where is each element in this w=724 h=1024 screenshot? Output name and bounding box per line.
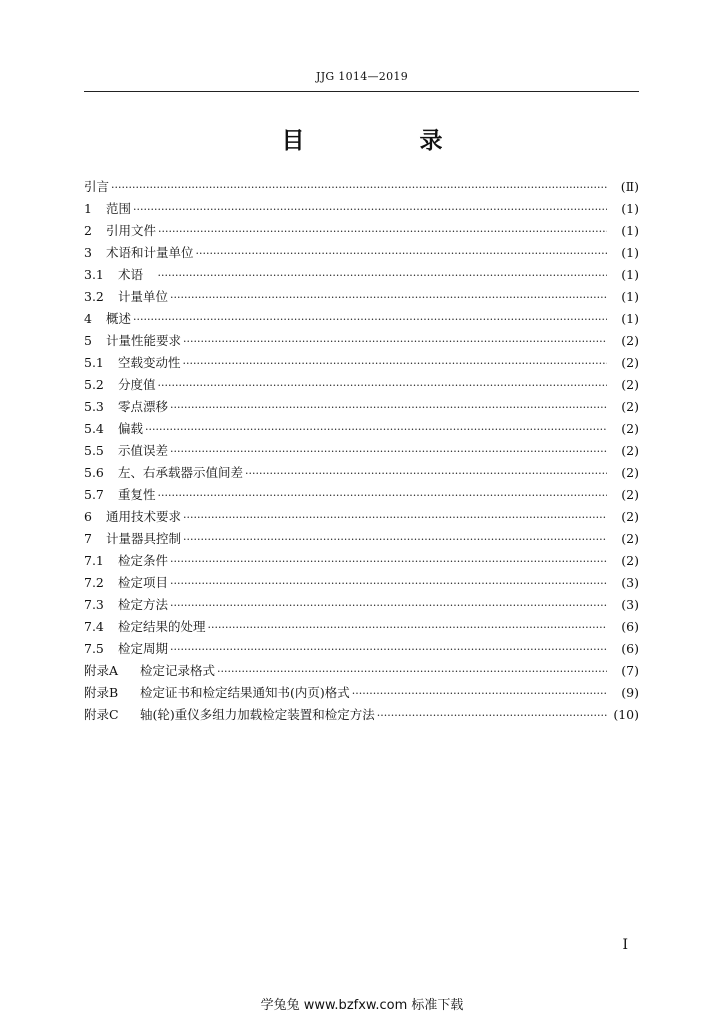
toc-entry-page: (1) <box>621 245 639 260</box>
toc-entry[interactable] <box>84 198 639 220</box>
toc-entry-number: 附录A <box>84 663 119 678</box>
toc-entry-number: 7 <box>84 531 92 546</box>
toc-entry-page: (3) <box>621 575 639 590</box>
toc-entry-title: 分度值 <box>118 377 156 392</box>
toc-entry-number: 3.2 <box>84 289 104 304</box>
toc-entry[interactable] <box>84 506 639 528</box>
toc-entry-title: 检定证书和检定结果通知书(内页)格式 <box>140 685 350 700</box>
toc-entry-page: (1) <box>621 267 639 282</box>
document-code-header: JJG 1014—2019 <box>316 70 408 83</box>
toc-entry-number: 7.4 <box>84 619 104 634</box>
toc-leader-dots <box>158 485 607 507</box>
toc-entry-page: (Ⅱ) <box>620 179 639 194</box>
toc-entry[interactable] <box>84 264 639 286</box>
toc-leader-dots <box>217 661 607 683</box>
toc-entry-number: 6 <box>84 509 92 524</box>
toc-entry-title: 通用技术要求 <box>106 509 182 524</box>
toc-entry[interactable] <box>84 330 639 352</box>
toc-entry-number: 2 <box>84 223 92 238</box>
toc-entry[interactable] <box>84 660 639 682</box>
toc-entry-page: (2) <box>621 355 639 370</box>
toc-entry-title: 轴(轮)重仪多组力加载检定装置和检定方法 <box>140 707 375 722</box>
toc-leader-dots <box>170 573 607 595</box>
toc-entry-page: (2) <box>621 377 639 392</box>
toc-entry-title: 引言 <box>84 179 110 194</box>
toc-entry[interactable] <box>84 594 639 616</box>
toc-entry-page: (2) <box>621 487 639 502</box>
toc-entry-title: 检定项目 <box>118 575 169 590</box>
toc-entry-page: (7) <box>621 663 639 678</box>
toc-entry-number: 3 <box>84 245 92 260</box>
toc-entry[interactable] <box>84 616 639 638</box>
toc-entry[interactable] <box>84 572 639 594</box>
toc-entry-page: (9) <box>621 685 639 700</box>
toc-leader-dots <box>133 309 607 331</box>
toc-entry-page: (1) <box>621 223 639 238</box>
toc-entry-page: (1) <box>621 289 639 304</box>
toc-entry-title: 计量器具控制 <box>106 531 182 546</box>
toc-leader-dots <box>170 551 607 573</box>
toc-leader-dots <box>245 463 607 485</box>
toc-leader-dots <box>133 199 607 221</box>
toc-entry-number: 7.5 <box>84 641 104 656</box>
toc-entry-title: 术语和计量单位 <box>106 245 194 260</box>
toc-entry-page: (6) <box>621 641 639 656</box>
toc-entry-title: 引用文件 <box>106 223 157 238</box>
toc-entry[interactable] <box>84 484 639 506</box>
toc-entry[interactable] <box>84 682 639 704</box>
toc-entry[interactable] <box>84 550 639 572</box>
toc-entry-page: (2) <box>621 333 639 348</box>
toc-leader-dots <box>196 243 607 265</box>
toc-leader-dots <box>111 177 607 199</box>
toc-entry[interactable] <box>84 286 639 308</box>
toc-entry-number: 5 <box>84 333 92 348</box>
toc-entry-title: 概述 <box>106 311 132 326</box>
toc-entry-number: 5.1 <box>84 355 104 370</box>
toc-leader-dots <box>170 287 607 309</box>
toc-entry-title: 重复性 <box>118 487 156 502</box>
toc-entry-page: (10) <box>613 707 639 722</box>
toc-entry-page: (2) <box>621 553 639 568</box>
toc-leader-dots <box>377 705 607 727</box>
toc-entry[interactable] <box>84 176 639 198</box>
toc-entry-page: (1) <box>621 201 639 216</box>
toc-entry-title: 术语 <box>118 267 156 282</box>
toc-entry-number: 5.2 <box>84 377 104 392</box>
toc-entry-number: 7.1 <box>84 553 104 568</box>
toc-entry-page: (2) <box>621 421 639 436</box>
toc-entry-title: 检定周期 <box>118 641 169 656</box>
toc-leader-dots <box>158 265 607 287</box>
toc-entry[interactable] <box>84 220 639 242</box>
toc-entry[interactable] <box>84 242 639 264</box>
toc-leader-dots <box>183 331 607 353</box>
toc-entry-page: (1) <box>621 311 639 326</box>
toc-entry-number: 5.3 <box>84 399 104 414</box>
toc-entry-page: (2) <box>621 465 639 480</box>
toc-entry-number: 4 <box>84 311 92 326</box>
toc-leader-dots <box>158 375 607 397</box>
toc-entry-number: 5.6 <box>84 465 104 480</box>
toc-entry-number: 7.3 <box>84 597 104 612</box>
toc-leader-dots <box>170 595 607 617</box>
toc-entry-title: 计量性能要求 <box>106 333 182 348</box>
toc-leader-dots <box>170 397 607 419</box>
toc-entry[interactable] <box>84 440 639 462</box>
toc-leader-dots <box>183 507 607 529</box>
toc-entry-title: 左、右承载器示值间差 <box>118 465 244 480</box>
toc-leader-dots <box>170 441 607 463</box>
toc-leader-dots <box>158 221 607 243</box>
toc-leader-dots <box>170 639 607 661</box>
toc-entry-title: 示值误差 <box>118 443 169 458</box>
toc-leader-dots <box>145 419 607 441</box>
toc-entry[interactable] <box>84 396 639 418</box>
toc-entry-number: 附录B <box>84 685 119 700</box>
toc-entry-number: 5.5 <box>84 443 104 458</box>
toc-entry-number: 7.2 <box>84 575 104 590</box>
toc-entry-page: (2) <box>621 531 639 546</box>
header-rule <box>84 91 639 92</box>
toc-entry-page: (2) <box>621 443 639 458</box>
toc-leader-dots <box>183 529 607 551</box>
toc-entry[interactable] <box>84 462 639 484</box>
toc-entry-page: (2) <box>621 399 639 414</box>
page-number: I <box>622 937 628 953</box>
toc-entry-title: 检定记录格式 <box>140 663 216 678</box>
toc-entry-title: 零点漂移 <box>118 399 169 414</box>
toc-entry-title: 检定条件 <box>118 553 169 568</box>
toc-entry-title: 检定结果的处理 <box>118 619 206 634</box>
toc-entry-number: 5.4 <box>84 421 104 436</box>
toc-entry-number: 5.7 <box>84 487 104 502</box>
toc-entry[interactable] <box>84 418 639 440</box>
toc-entry[interactable] <box>84 352 639 374</box>
toc-leader-dots <box>208 617 607 639</box>
toc-entry-page: (2) <box>621 509 639 524</box>
toc-entry-number: 3.1 <box>84 267 104 282</box>
toc-entry-title: 范围 <box>106 201 132 216</box>
toc-entry-number: 附录C <box>84 707 119 722</box>
toc-entry[interactable] <box>84 528 639 550</box>
toc-entry-title: 计量单位 <box>118 289 169 304</box>
footer-watermark: 学兔兔 www.bzfxw.com 标准下载 <box>260 998 464 1013</box>
toc-entry[interactable] <box>84 638 639 660</box>
toc-entry[interactable] <box>84 704 639 726</box>
toc-leader-dots <box>183 353 607 375</box>
toc-entry-title: 偏载 <box>118 421 144 436</box>
toc-entry[interactable] <box>84 308 639 330</box>
toc-title: 目 录 <box>281 127 489 154</box>
table-of-contents <box>84 176 639 726</box>
toc-entry-title: 检定方法 <box>118 597 169 612</box>
toc-entry-title: 空载变动性 <box>118 355 181 370</box>
toc-entry[interactable] <box>84 374 639 396</box>
toc-entry-page: (6) <box>621 619 639 634</box>
toc-entry-number: 1 <box>84 201 92 216</box>
toc-leader-dots <box>352 683 607 705</box>
toc-entry-page: (3) <box>621 597 639 612</box>
